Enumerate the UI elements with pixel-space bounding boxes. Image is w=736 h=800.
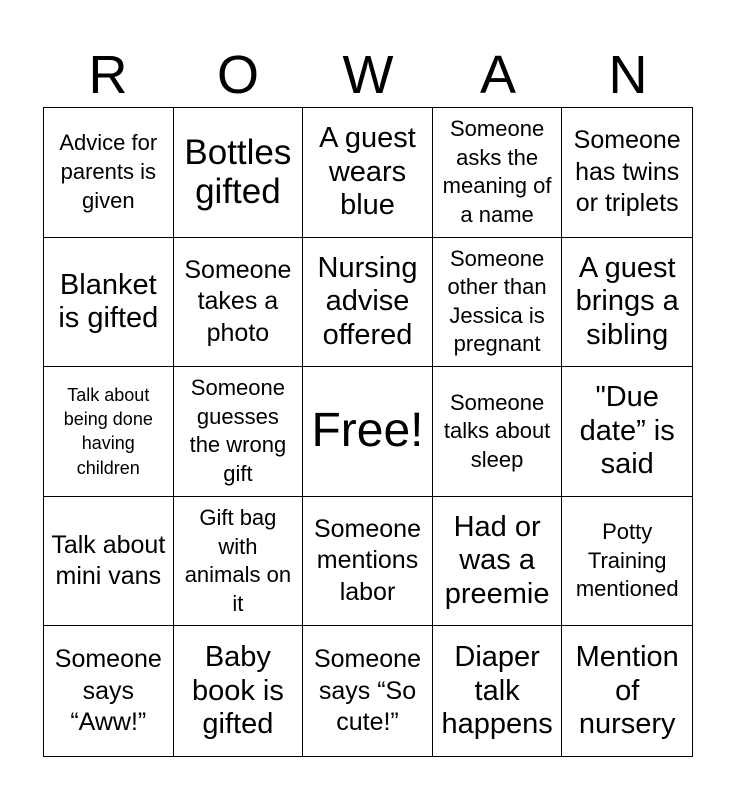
cell-text: A guest wears blue: [319, 122, 416, 221]
cell-text: Advice for parents is given: [59, 130, 158, 213]
cell-text: Someone says “Aww!”: [54, 645, 162, 736]
bingo-cell-r1-c4[interactable]: [433, 108, 563, 238]
bingo-cell-r1-c3[interactable]: [303, 108, 433, 238]
cell-text: Someone asks the meaning of a name: [442, 116, 552, 227]
cell-text: Mention of nursery: [575, 641, 679, 740]
cell-text: Someone guesses the wrong gift: [189, 375, 287, 487]
cell-text: Baby book is gifted: [191, 641, 284, 740]
bingo-cell-r5-c4[interactable]: [433, 626, 563, 756]
cell-text: Someone mentions labor: [313, 515, 421, 606]
bingo-grid: [43, 107, 693, 757]
bingo-cell-r1-c5[interactable]: [562, 108, 692, 238]
bingo-cell-r3-c1[interactable]: [44, 367, 174, 497]
bingo-cell-r5-c3[interactable]: [303, 626, 433, 756]
bingo-cell-r3-c4[interactable]: [433, 367, 563, 497]
bingo-cell-r1-c1[interactable]: [44, 108, 174, 238]
header-letter-o: O: [216, 45, 259, 105]
header-letter-a: A: [479, 45, 517, 105]
bingo-cell-r2-c4[interactable]: [433, 238, 563, 368]
bingo-cell-r5-c5[interactable]: [562, 626, 692, 756]
cell-text: Bottles gifted: [184, 133, 292, 212]
bingo-cell-r2-c1[interactable]: [44, 238, 174, 368]
bingo-cell-r4-c1[interactable]: [44, 497, 174, 627]
bingo-cell-r3-c2[interactable]: [174, 367, 304, 497]
bingo-cell-r3-c3-free[interactable]: [303, 367, 433, 497]
bingo-cell-r4-c4[interactable]: [433, 497, 563, 627]
bingo-cell-r5-c2[interactable]: [174, 626, 304, 756]
cell-text: Talk about being done having children: [63, 384, 153, 478]
cell-text: Someone talks about sleep: [443, 389, 551, 472]
bingo-cell-r5-c1[interactable]: [44, 626, 174, 756]
bingo-cell-r2-c3[interactable]: [303, 238, 433, 368]
cell-text: Potty Training mentioned: [575, 519, 679, 602]
cell-text: Blanket is gifted: [58, 268, 159, 334]
header-letter-w: W: [342, 45, 394, 105]
bingo-cell-r4-c5[interactable]: [562, 497, 692, 627]
cell-text: Someone takes a photo: [184, 256, 292, 347]
cell-text: Someone has twins or triplets: [573, 126, 681, 217]
cell-text: Someone other than Jessica is pregnant: [447, 245, 547, 357]
cell-text: Nursing advise offered: [317, 251, 418, 351]
bingo-cell-r2-c5[interactable]: [562, 238, 692, 368]
header-letter-r: R: [88, 45, 128, 105]
free-space-label: Free!: [311, 404, 424, 458]
bingo-cell-r4-c2[interactable]: [174, 497, 304, 627]
bingo-cell-r3-c5[interactable]: [562, 367, 692, 497]
cell-text: "Due date” is said: [579, 381, 675, 481]
cell-text: Talk about mini vans: [51, 530, 166, 591]
bingo-cell-r2-c2[interactable]: [174, 238, 304, 368]
bingo-cell-r1-c2[interactable]: [174, 108, 304, 238]
cell-text: A guest brings a sibling: [575, 251, 679, 351]
cell-text: Had or was a preemie: [444, 511, 550, 610]
header-letter-n: N: [608, 45, 648, 105]
cell-text: Someone says “So cute!”: [313, 645, 421, 736]
bingo-header: [43, 42, 693, 108]
cell-text: Gift bag with animals on it: [184, 504, 292, 616]
bingo-cell-r4-c3[interactable]: [303, 497, 433, 627]
cell-text: Diaper talk happens: [441, 641, 553, 740]
